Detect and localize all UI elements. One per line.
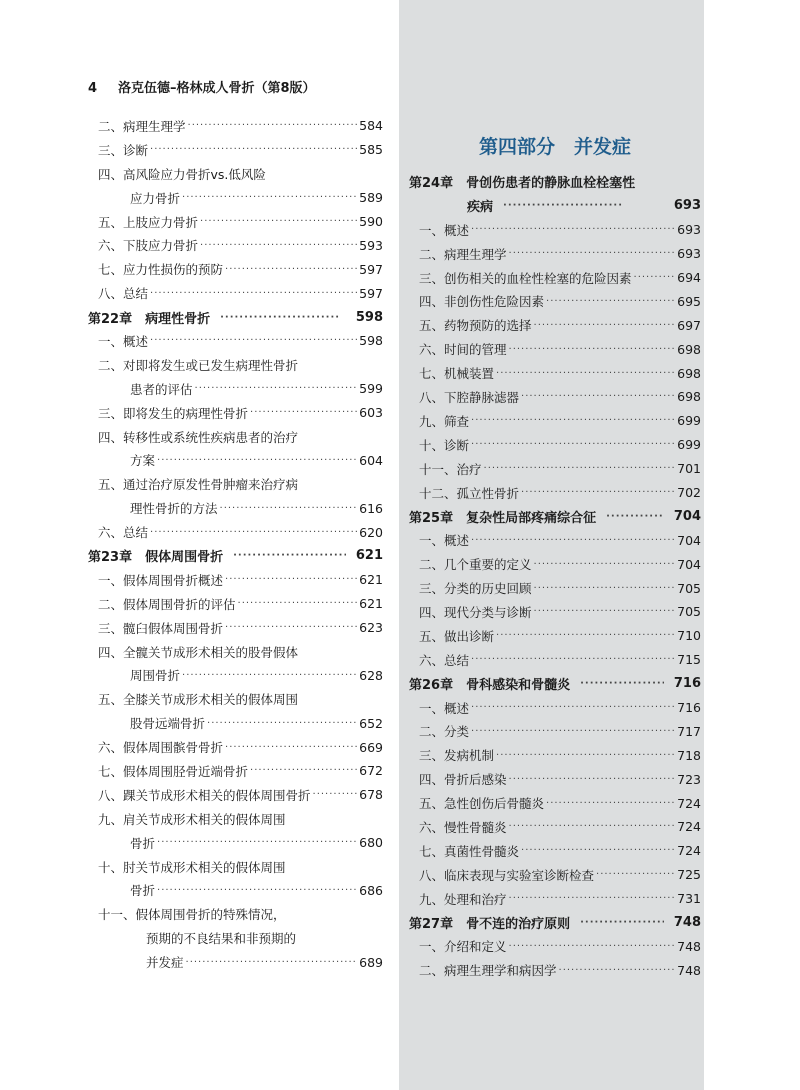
toc-page-number: 584 [359, 118, 383, 134]
toc-page-number: 699 [677, 437, 701, 453]
toc-entry-title: 六、时间的管理 [419, 342, 507, 358]
toc-entry[interactable] [409, 576, 701, 600]
toc-page-number: 669 [359, 739, 383, 755]
dot-leader [225, 622, 357, 633]
toc-entry-title: 三、诊断 [98, 142, 149, 158]
toc-page-number: 697 [677, 317, 701, 333]
toc-page-number: 724 [677, 795, 701, 811]
dot-leader [534, 606, 676, 617]
dot-leader [534, 583, 676, 594]
toc-entry[interactable] [88, 496, 383, 520]
toc-entry-title: 二、几个重要的定义 [419, 557, 532, 573]
toc-entry[interactable] [409, 337, 701, 361]
dot-leader [503, 200, 623, 211]
toc-entry[interactable] [409, 767, 701, 791]
toc-entry[interactable] [409, 218, 701, 242]
toc-entry-title: 八、临床表现与实验室诊断检查 [419, 867, 595, 883]
toc-entry[interactable] [88, 353, 383, 377]
toc-entry[interactable] [409, 242, 701, 266]
toc-entry-title: 五、通过治疗原发性骨肿瘤来治疗病 [98, 477, 299, 493]
toc-page-number: 593 [359, 237, 383, 253]
toc-entry-title: 第25章 复杂性局部疼痛综合征 [409, 510, 597, 526]
dot-leader [220, 503, 358, 514]
toc-page-number: 693 [677, 246, 701, 262]
dot-leader [150, 527, 357, 538]
toc-entry-title: 二、病理生理学和病因学 [419, 963, 557, 979]
dot-leader [200, 216, 357, 227]
toc-entry[interactable] [88, 281, 383, 305]
toc-page-number: 717 [677, 723, 701, 739]
dot-leader [157, 455, 357, 466]
dot-leader [496, 750, 675, 761]
toc-entry-title: 八、下腔静脉滤器 [419, 389, 520, 405]
toc-entry-title: 患者的评估 [130, 381, 193, 397]
toc-entry[interactable] [88, 425, 383, 449]
dot-leader [521, 845, 675, 856]
toc-entry-title: 七、真菌性骨髓炎 [419, 843, 520, 859]
toc-entry[interactable] [88, 616, 383, 640]
toc-entry-title: 五、全膝关节成形术相关的假体周围 [98, 692, 299, 708]
toc-chapter-entry[interactable] [409, 504, 701, 528]
toc-page-number: 599 [359, 381, 383, 397]
toc-page-number: 704 [677, 556, 701, 572]
toc-entry-title: 一、概述 [419, 700, 470, 716]
dot-leader [225, 574, 357, 585]
toc-entry-title: 十一、治疗 [419, 461, 482, 477]
toc-entry[interactable] [409, 839, 701, 863]
dot-leader [471, 535, 675, 546]
dot-leader [150, 335, 357, 346]
dot-leader [509, 344, 676, 355]
toc-entry[interactable] [409, 457, 701, 481]
dot-leader [233, 550, 346, 561]
dot-leader [188, 120, 358, 131]
toc-entry-title: 二、假体周围骨折的评估 [98, 596, 236, 612]
dot-leader [150, 288, 357, 299]
dot-leader [559, 965, 676, 976]
dot-leader [509, 774, 676, 785]
dot-leader [182, 670, 357, 681]
toc-entry[interactable] [88, 257, 383, 281]
toc-entry-title: 预期的不良结果和非预期的 [146, 931, 297, 947]
toc-entry-title: 二、病理生理学 [98, 118, 186, 134]
toc-entry[interactable] [88, 592, 383, 616]
dot-leader [471, 224, 675, 235]
dot-leader [157, 837, 357, 848]
toc-chapter-entry[interactable] [409, 911, 701, 935]
toc-entry[interactable] [409, 791, 701, 815]
dot-leader [596, 869, 675, 880]
page-header [88, 77, 316, 96]
toc-entry[interactable] [88, 329, 383, 353]
dot-leader [225, 742, 357, 753]
toc-entry[interactable] [88, 855, 383, 879]
toc-entry-title: 二、病理生理学 [419, 246, 507, 262]
toc-entry[interactable] [409, 743, 701, 767]
toc-page-number: 698 [677, 341, 701, 357]
toc-entry-title: 股骨远端骨折 [130, 716, 206, 732]
dot-leader [509, 893, 676, 904]
toc-page-number: 686 [359, 882, 383, 898]
toc-chapter-entry[interactable] [409, 672, 701, 696]
toc-entry-title: 骨折 [130, 835, 156, 851]
toc-entry[interactable] [88, 663, 383, 687]
toc-entry-title: 五、急性创伤后骨髓炎 [419, 796, 545, 812]
toc-entry[interactable] [88, 377, 383, 401]
toc-page-number: 598 [355, 309, 383, 325]
toc-entry[interactable] [88, 735, 383, 759]
toc-entry[interactable] [409, 289, 701, 313]
toc-entry[interactable] [409, 266, 701, 290]
dot-leader [580, 678, 664, 689]
toc-entry-title: 应力骨折 [130, 190, 181, 206]
toc-page-number: 621 [355, 548, 383, 564]
book-title: 洛克伍德–格林成人骨折（第8版） [118, 81, 316, 96]
toc-entry-title: 一、介绍和定义 [419, 939, 507, 955]
toc-page-number: 603 [359, 405, 383, 421]
toc-entry[interactable] [409, 385, 701, 409]
dot-leader [534, 559, 676, 570]
toc-entry-title: 骨折 [130, 883, 156, 899]
toc-entry-title: 一、概述 [98, 333, 149, 349]
dot-leader [471, 654, 675, 665]
toc-entry[interactable] [409, 648, 701, 672]
toc-entry-title: 三、髋臼假体周围骨折 [98, 620, 224, 636]
toc-entry[interactable] [88, 711, 383, 735]
toc-entry[interactable] [88, 950, 383, 974]
toc-entry-title: 三、分类的历史回顾 [419, 581, 532, 597]
toc-entry-title: 第23章 假体周围骨折 [88, 550, 224, 566]
dot-leader [521, 487, 675, 498]
toc-page-number: 704 [673, 508, 701, 524]
toc-page-number: 598 [359, 333, 383, 349]
toc-entry-title: 一、概述 [419, 222, 470, 238]
toc-entry[interactable] [409, 528, 701, 552]
dot-leader [250, 765, 357, 776]
toc-entry-title: 四、现代分类与诊断 [419, 604, 532, 620]
toc-entry-title: 五、做出诊断 [419, 628, 495, 644]
toc-page-number: 718 [677, 747, 701, 763]
dot-leader [150, 144, 357, 155]
toc-page-number: 695 [677, 293, 701, 309]
dot-leader [225, 264, 357, 275]
toc-page-number: 705 [677, 604, 701, 620]
toc-entry-title: 疾病 [467, 200, 494, 216]
toc-entry-title: 十、诊断 [419, 437, 470, 453]
dot-leader [207, 718, 357, 729]
toc-entry[interactable] [88, 568, 383, 592]
toc-entry[interactable] [88, 687, 383, 711]
toc-entry-title: 十一、假体周围骨折的特殊情况， [98, 907, 286, 923]
dot-leader [509, 248, 676, 259]
toc-entry-title: 七、应力性损伤的预防 [98, 262, 224, 278]
toc-entry-title: 五、上肢应力骨折 [98, 214, 199, 230]
toc-entry[interactable] [88, 902, 383, 926]
dot-leader [546, 798, 675, 809]
toc-entry[interactable] [409, 409, 701, 433]
toc-page-number: 689 [359, 954, 383, 970]
dot-leader [471, 702, 675, 713]
toc-entry[interactable] [88, 640, 383, 664]
toc-page-number: 597 [359, 285, 383, 301]
toc-page-number: 724 [677, 843, 701, 859]
dot-leader [521, 391, 675, 402]
toc-entry-title: 七、机械装置 [419, 366, 495, 382]
toc-entry[interactable] [88, 114, 383, 138]
dot-leader [220, 312, 340, 323]
toc-entry-title: 五、药物预防的选择 [419, 318, 532, 334]
toc-entry-title: 一、假体周围骨折概述 [98, 572, 224, 588]
dot-leader [509, 941, 676, 952]
toc-page-number: 693 [673, 198, 701, 214]
toc-entry[interactable] [88, 186, 383, 210]
toc-page-number: 680 [359, 835, 383, 851]
toc-entry-title: 三、即将发生的病理性骨折 [98, 405, 249, 421]
toc-page-number: 748 [677, 962, 701, 978]
toc-page-number: 716 [677, 700, 701, 716]
toc-chapter-entry[interactable] [88, 305, 383, 329]
toc-entry-title: 一、概述 [419, 533, 470, 549]
toc-page-number: 698 [677, 389, 701, 405]
toc-page-number: 678 [359, 787, 383, 803]
toc-page-number: 693 [677, 222, 701, 238]
toc-entry[interactable] [88, 472, 383, 496]
toc-page-number: 725 [677, 867, 701, 883]
toc-entry[interactable] [409, 935, 701, 959]
toc-entry-title: 十、肘关节成形术相关的假体周围 [98, 859, 286, 875]
toc-entry[interactable] [409, 600, 701, 624]
toc-left-column [88, 114, 383, 974]
dot-leader [157, 885, 357, 896]
dot-leader [580, 917, 664, 928]
toc-entry[interactable] [88, 520, 383, 544]
toc-page-number: 589 [359, 190, 383, 206]
toc-entry-title: 六、总结 [419, 652, 470, 668]
dot-leader [200, 240, 357, 251]
dot-leader [471, 415, 675, 426]
toc-chapter-entry[interactable] [409, 170, 701, 194]
toc-entry[interactable] [88, 926, 383, 950]
dot-leader [186, 957, 358, 968]
toc-page-number: 748 [677, 938, 701, 954]
toc-page-number: 705 [677, 580, 701, 596]
toc-entry[interactable] [409, 863, 701, 887]
toc-entry-title: 三、创伤相关的血栓性栓塞的危险因素 [419, 270, 632, 286]
toc-entry[interactable] [409, 552, 701, 576]
toc-page-number: 621 [359, 596, 383, 612]
toc-entry-title: 九、处理和治疗 [419, 891, 507, 907]
dot-leader [606, 511, 664, 522]
toc-entry-title: 四、非创伤性危险因素 [419, 294, 545, 310]
toc-entry[interactable] [88, 807, 383, 831]
dot-leader [471, 439, 675, 450]
dot-leader [313, 789, 358, 800]
toc-entry-title: 六、总结 [98, 525, 149, 541]
toc-entry-title: 四、全髋关节成形术相关的股骨假体 [98, 644, 299, 660]
dot-leader [195, 383, 358, 394]
toc-page-number: 694 [677, 270, 701, 285]
dot-leader [238, 598, 358, 609]
toc-entry[interactable] [88, 879, 383, 903]
toc-entry[interactable] [88, 138, 383, 162]
toc-page-number: 724 [677, 819, 701, 835]
toc-right-column [409, 170, 701, 982]
dot-leader [250, 407, 357, 418]
toc-page-number: 704 [677, 532, 701, 548]
toc-entry-title: 七、假体周围胫骨近端骨折 [98, 763, 249, 779]
toc-entry[interactable] [409, 887, 701, 911]
toc-entry[interactable] [88, 448, 383, 472]
toc-page-number: 748 [673, 915, 701, 931]
dot-leader [634, 272, 676, 283]
toc-page-number: 699 [677, 413, 701, 429]
toc-page-number: 731 [677, 891, 701, 907]
toc-entry[interactable] [88, 759, 383, 783]
toc-entry[interactable] [88, 233, 383, 257]
toc-entry[interactable] [88, 210, 383, 234]
dot-leader [546, 296, 675, 307]
toc-page-number: 716 [673, 676, 701, 692]
toc-entry-title: 六、慢性骨髓炎 [419, 819, 507, 835]
toc-entry-title: 九、肩关节成形术相关的假体周围 [98, 811, 286, 827]
toc-page-number: 628 [359, 667, 383, 683]
toc-entry-title: 四、转移性或系统性疾病患者的治疗 [98, 429, 299, 445]
dot-leader [484, 463, 676, 474]
toc-entry[interactable] [409, 481, 701, 505]
toc-entry-title: 第26章 骨科感染和骨髓炎 [409, 678, 571, 694]
toc-entry-title: 理性骨折的方法 [130, 501, 218, 517]
toc-page-number: 723 [677, 771, 701, 787]
dot-leader [496, 368, 675, 379]
toc-entry-title: 十二、孤立性骨折 [419, 485, 520, 501]
dot-leader [471, 726, 675, 737]
toc-entry-title: 方案 [130, 453, 156, 469]
toc-page-number: 616 [359, 500, 383, 516]
toc-page-number: 597 [359, 261, 383, 277]
toc-entry-title: 八、总结 [98, 286, 149, 302]
toc-entry-title: 九、筛查 [419, 413, 470, 429]
toc-entry[interactable] [409, 696, 701, 720]
toc-entry-title: 第27章 骨不连的治疗原则 [409, 917, 571, 933]
toc-entry-title: 六、假体周围髌骨骨折 [98, 740, 224, 756]
toc-entry-title: 周围骨折 [130, 668, 181, 684]
dot-leader [509, 821, 676, 832]
toc-entry[interactable] [409, 624, 701, 648]
toc-entry-title: 第22章 病理性骨折 [88, 311, 211, 327]
toc-entry-title: 四、高风险应力骨折vs.低风险 [98, 166, 266, 182]
toc-page-number: 604 [359, 452, 383, 468]
toc-entry[interactable] [88, 783, 383, 807]
toc-page-number: 701 [677, 461, 701, 477]
toc-page-number: 620 [359, 524, 383, 540]
toc-entry[interactable] [409, 361, 701, 385]
toc-entry[interactable] [409, 958, 701, 982]
toc-entry[interactable] [409, 433, 701, 457]
dot-leader [182, 192, 357, 203]
toc-chapter-entry[interactable] [409, 194, 701, 218]
dot-leader [534, 320, 676, 331]
toc-chapter-entry[interactable] [88, 544, 383, 568]
toc-page-number: 710 [677, 628, 701, 644]
toc-entry[interactable] [88, 831, 383, 855]
part-title: 第四部分 并发症 [478, 136, 631, 158]
toc-entry-title: 八、踝关节成形术相关的假体周围骨折 [98, 787, 311, 803]
toc-entry-title: 四、骨折后感染 [419, 772, 507, 788]
page-number: 4 [88, 81, 98, 96]
toc-page-number: 621 [359, 572, 383, 588]
toc-entry[interactable] [88, 162, 383, 186]
toc-entry[interactable] [409, 719, 701, 743]
toc-entry-title: 并发症 [146, 955, 184, 971]
toc-entry-title: 二、分类 [419, 724, 470, 740]
toc-entry-title: 第24章 骨创伤患者的静脉血栓栓塞性 [409, 176, 636, 192]
toc-entry-title: 三、发病机制 [419, 748, 495, 764]
toc-page-number: 702 [677, 485, 701, 501]
toc-page-number: 672 [359, 763, 383, 779]
toc-entry-title: 六、下肢应力骨折 [98, 238, 199, 254]
toc-page-number: 652 [359, 715, 383, 731]
toc-page-number: 585 [359, 142, 383, 158]
toc-page-number: 590 [359, 214, 383, 229]
toc-page-number: 715 [677, 652, 701, 668]
toc-entry-title: 二、对即将发生或已发生病理性骨折 [98, 357, 299, 373]
toc-entry[interactable] [409, 313, 701, 337]
toc-entry[interactable] [409, 815, 701, 839]
toc-entry[interactable] [88, 401, 383, 425]
toc-page-number: 698 [677, 365, 701, 381]
dot-leader [496, 630, 675, 641]
toc-page-number: 623 [359, 620, 383, 636]
